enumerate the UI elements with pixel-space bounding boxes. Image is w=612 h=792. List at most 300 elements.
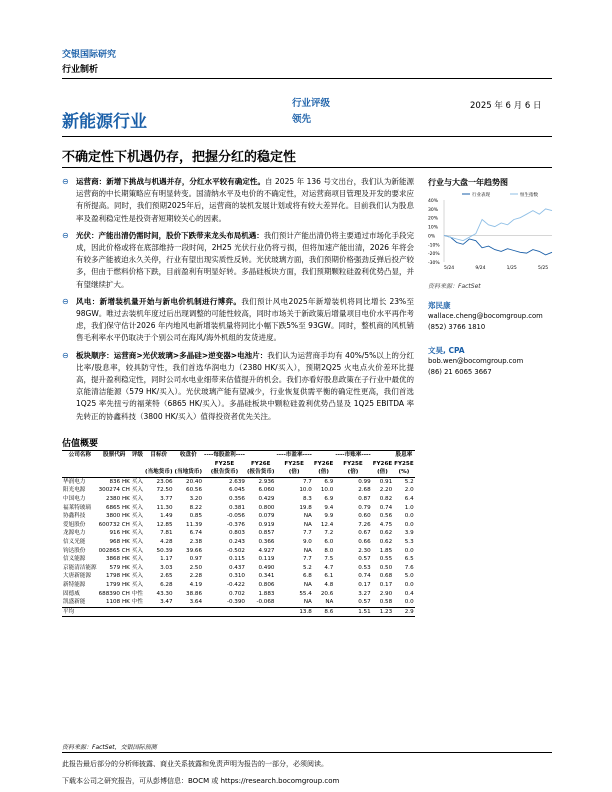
table-cell: (报告货币) — [210, 469, 239, 476]
table-cell: 6.4 — [404, 495, 414, 502]
table-cell: NA — [303, 513, 312, 520]
valuation-source: 资料来源：FactSet，交银国际预测 — [62, 744, 157, 751]
table-row — [62, 495, 415, 504]
rating-box — [292, 96, 330, 128]
y-tick-label: -20% — [428, 252, 440, 258]
summary-bullet — [62, 176, 414, 225]
trend-chart — [428, 190, 554, 278]
table-cell: 2.0 — [404, 487, 414, 494]
table-cell: 0.17 — [379, 581, 393, 588]
table-cell: 平均 — [63, 608, 75, 615]
table-cell: 6.5 — [404, 556, 414, 563]
table-cell: (当地货币) — [174, 469, 203, 476]
table-cell: 0.56 — [379, 513, 393, 520]
table-header-row — [62, 460, 415, 469]
table-cell: 0.0 — [404, 581, 414, 588]
table-cell: 1.49 — [160, 513, 173, 520]
table-cell: 11.39 — [186, 521, 203, 528]
table-cell: 0.50 — [379, 564, 393, 571]
table-cell: 7.2 — [324, 530, 334, 537]
table-cell: 3.20 — [189, 495, 203, 502]
y-tick-label: 10% — [428, 225, 439, 231]
table-cell: 阳光电源 — [63, 487, 86, 494]
table-cell — [203, 607, 246, 617]
report-date: 2025 年 6 月 6 日 — [470, 101, 542, 111]
table-cell: 38.86 — [186, 590, 203, 597]
table-cell: 3.27 — [358, 590, 371, 597]
table-cell: 华润电力 — [63, 478, 86, 485]
table-cell: 0.99 — [358, 478, 371, 485]
table-cell: (%) — [398, 469, 410, 476]
chart-source: 资料来源：FactSet — [428, 283, 481, 290]
table-cell: 收盘价 — [179, 452, 197, 458]
table-cell: 买入 — [131, 556, 144, 563]
table-cell: 2380 HK — [105, 495, 130, 502]
table-cell: 9.9 — [324, 513, 334, 520]
table-row — [62, 547, 415, 556]
table-cell: 协鑫科技 — [63, 513, 86, 520]
table-cell: 0.310 — [228, 573, 245, 580]
table-cell: 836 HK — [109, 478, 130, 485]
table-cell: 买入 — [131, 478, 144, 485]
table-cell: 钧达股份 — [63, 547, 86, 554]
table-cell: 6.9 — [324, 478, 334, 485]
bullet-icon: ⊖ — [62, 230, 69, 240]
table-cell — [98, 607, 131, 617]
bullet-body: 我们认为运营商手均有 40%/5%以上的分红比率/股息率，较具防守性，我们首选华润电力（2380 HK/买入），预期2Q25 火电点火价差环比提高，提升盈利稳定性，同时公司水电业细带来估值提升的机会。我们亦看好股息政策在子行业中最优的京能清洁能源（579 HK/买入）。光伏玻璃产能有望减少，行业恢复供需平衡的确定性更高，我们首选 1Q25 率先扭亏的福莱特（6865 HK/买入）。多晶硅板块中颗粒硅盈利优势凸显及 1Q25 EBITDA 率先转正的协鑫科技（3800 HK/买入）值得投资者优先关注。 — [76, 350, 414, 421]
y-tick-label: 20% — [428, 216, 439, 222]
table-cell: 39.66 — [186, 547, 203, 554]
table-row — [62, 521, 415, 530]
table-cell: 7.81 — [160, 530, 173, 537]
summary-bullets — [62, 176, 414, 428]
table-cell: 0.57 — [358, 599, 371, 606]
table-cell: 0.857 — [258, 530, 275, 537]
x-tick-label: 9/24 — [475, 266, 486, 271]
disclaimer-line: 此报告最后部分的分析师披露、商业关系披露和免责声明为报告的一部分，必须阅读。 — [62, 760, 328, 768]
table-cell: 916 HK — [109, 530, 130, 537]
table-cell — [98, 468, 131, 477]
table-cell: ----市账率---- — [335, 452, 371, 458]
table-cell: 凯盛新能 — [63, 599, 86, 606]
table-cell: 2.38 — [189, 538, 203, 545]
bullet-icon: ⊖ — [62, 296, 69, 306]
table-cell: 0.74 — [379, 504, 393, 511]
sector-rule — [62, 136, 552, 137]
headline: 不确定性下机遇仍存，把握分红的稳定性 — [62, 150, 297, 165]
table-cell: 20.40 — [186, 478, 203, 485]
table-cell: 买入 — [131, 581, 144, 588]
table-row — [62, 538, 415, 547]
table-cell — [144, 460, 174, 469]
analyst-name: 郑民康 — [428, 301, 451, 310]
table-row — [62, 555, 415, 564]
sector-title: 新能源行业 — [62, 112, 147, 132]
table-cell: 6.8 — [302, 573, 312, 580]
table-cell: 0.806 — [258, 581, 275, 588]
table-cell: 2.90 — [379, 590, 393, 597]
table-cell: 6.1 — [324, 573, 334, 580]
table-cell: 7.6 — [404, 564, 414, 571]
table-cell: 968 HK — [109, 538, 130, 545]
table-cell: 0.55 — [379, 556, 393, 563]
table-cell: 2.936 — [258, 478, 275, 485]
table-cell: 0.0 — [404, 599, 414, 606]
table-cell: 8.22 — [189, 504, 203, 511]
table-cell: 002865 CH — [98, 547, 130, 554]
summary-bullet — [62, 230, 414, 291]
table-cell — [62, 460, 98, 469]
table-cell: -0.502 — [226, 547, 245, 554]
table-cell: NA — [325, 599, 334, 606]
table-row — [62, 572, 415, 581]
summary-bullet — [62, 350, 414, 423]
bullet-icon: ⊖ — [62, 350, 69, 360]
table-cell: 0.437 — [228, 564, 245, 571]
table-cell: (倍) — [377, 469, 388, 476]
valuation-table — [62, 450, 415, 617]
bullet-lead: 板块顺序：运营商>光伏玻璃>多晶硅>逆变器>电池片： — [76, 350, 268, 360]
table-cell: 0.381 — [228, 504, 245, 511]
table-row — [62, 581, 415, 590]
table-cell: 4.75 — [379, 521, 393, 528]
table-cell: 50.39 — [156, 547, 173, 554]
table-cell: FY25E — [214, 460, 235, 467]
table-cell: 0.341 — [258, 573, 275, 580]
table-cell: 0.4 — [404, 590, 414, 597]
table-cell: 3.47 — [160, 599, 173, 606]
table-cell: 6.74 — [189, 530, 203, 537]
table-cell: FY26E — [313, 460, 334, 467]
table-cell: 买入 — [131, 521, 144, 528]
table-cell: 0.62 — [379, 538, 393, 545]
analyst-2 — [428, 345, 523, 378]
table-cell: 0.67 — [358, 530, 371, 537]
y-tick-label: 40% — [428, 199, 439, 204]
footer-rule — [62, 752, 552, 753]
table-cell: 2.65 — [160, 573, 173, 580]
table-cell: 10.0 — [320, 487, 334, 494]
table-cell: 7.7 — [302, 478, 312, 485]
table-cell: NA — [303, 581, 312, 588]
y-tick-label: 0% — [428, 234, 436, 240]
table-cell: 买入 — [131, 495, 144, 502]
table-cell: 2.9 — [404, 608, 414, 615]
table-cell: 23.06 — [156, 478, 173, 485]
table-row — [62, 529, 415, 538]
table-cell: 7.7 — [302, 530, 312, 537]
table-cell: 2.639 — [228, 478, 245, 485]
report-type: 行业制析 — [62, 65, 99, 75]
table-cell — [131, 607, 144, 617]
table-cell: -0.068 — [256, 599, 275, 606]
table-cell: 6.9 — [324, 495, 334, 502]
table-cell: 8.6 — [324, 608, 334, 615]
table-cell: 2.68 — [358, 487, 371, 494]
series-line-1 — [444, 209, 552, 241]
x-tick-label: 1/25 — [506, 266, 517, 271]
table-cell: 福莱特玻璃 — [63, 504, 91, 511]
table-cell: 固德威 — [63, 590, 80, 597]
table-cell: -0.422 — [226, 581, 245, 588]
bullet-body: 自 2025 年 136 号文出台，我们认为新能源运营商的中长期策略应有明显转变。国清纳水平及电价的不确定性，对运营商项目管理及开发的要求应有所提高。同时，我们预期2025年后，运营商的装机发展计划或将有较大差异化。目前我们认为股息率及盈利稳定性是投资者短期较关心的因素。 — [76, 177, 415, 223]
table-cell: 12.4 — [320, 521, 334, 528]
table-cell: 4.28 — [160, 538, 173, 545]
table-cell: 4.7 — [324, 564, 334, 571]
table-cell: 3.64 — [189, 599, 203, 606]
table-cell: 0.119 — [258, 556, 275, 563]
y-tick-label: 30% — [428, 207, 439, 213]
table-cell: 0.0 — [404, 513, 414, 520]
table-row — [62, 607, 415, 617]
table-header-row — [62, 468, 415, 477]
table-cell: 1.23 — [379, 608, 393, 615]
y-tick-label: -30% — [428, 261, 440, 266]
table-cell: 信义光能 — [63, 538, 86, 545]
table-cell: 1.883 — [258, 590, 275, 597]
table-cell: 43.30 — [156, 590, 173, 597]
table-cell: 0.803 — [228, 530, 245, 537]
table-cell: 0.429 — [258, 495, 275, 502]
table-cell — [313, 451, 334, 460]
bullet-body: 我们预计产能出清仍将主要通过市场化手段完成，因此价格或将在底部维持一段时间，2H25 光伏行业仍将亏损，但将加速产能出清，2026 年将会有较多产能被迫永久关停，行业有望出现实质性反转。光伏玻璃方面，我们预期价格强劲反弹后投产较多，但由于燃料价格下跌，目前盈利有明显好转。多晶硅板块方面，我们预期颗粒硅盈利优势凸显，并有望继续扩大。 — [76, 230, 415, 289]
table-cell: 0.82 — [379, 495, 393, 502]
analyst-email[interactable]: wallace.cheng@bocomgroup.com — [428, 312, 543, 320]
table-cell — [144, 607, 174, 617]
table-cell: 6.0 — [324, 538, 334, 545]
table-cell: 300274 CH — [98, 487, 130, 494]
table-cell: 买入 — [131, 547, 144, 554]
table-cell: -0.390 — [226, 599, 245, 606]
table-cell: 0.60 — [358, 513, 371, 520]
x-tick-label: 5/25 — [538, 266, 549, 271]
table-cell: 0.66 — [358, 538, 371, 545]
table-cell: FY25E — [284, 460, 304, 467]
series-line-0 — [444, 235, 552, 255]
table-cell: 2.28 — [189, 573, 203, 580]
table-cell: NA — [303, 521, 312, 528]
table-cell: (倍) — [288, 469, 300, 476]
table-cell — [131, 468, 144, 477]
bullet-lead: 光伏：产能出清仍需时间，股价下跌带来龙头布局机遇： — [76, 230, 264, 240]
table-cell: 0.91 — [379, 478, 393, 485]
table-cell: 12.85 — [156, 521, 173, 528]
table-cell: 0.356 — [228, 495, 245, 502]
table-cell: 5.2 — [302, 564, 312, 571]
table-cell: 7.7 — [302, 556, 312, 563]
table-cell: 9.4 — [324, 504, 334, 511]
table-cell: (倍) — [347, 469, 359, 476]
table-cell: 0.702 — [228, 590, 245, 597]
table-cell: 60.56 — [186, 487, 203, 494]
table-row — [62, 564, 415, 573]
table-cell: 2.30 — [358, 547, 371, 554]
table-cell: 3.03 — [160, 564, 173, 571]
table-cell: 7.26 — [358, 521, 371, 528]
table-cell: 龙源电力 — [63, 530, 86, 537]
table-cell: 0.74 — [358, 573, 371, 580]
x-tick-label: 5/24 — [444, 266, 455, 271]
bullet-body: 我们预计风电2025年新增装机将同比增长 23%至 98GW。唯过去装机年度过后出现调整的可能性较高，同时市场关于新政策后增量项目电价水平再作考虑，我们保守估计2026 年内地风电新增装机量将同比小幅下跌5%至 93GW。同时，整机商的风机销售毛利率水平仍取决于个别公司在海风/海外机组的发货进度。 — [76, 296, 415, 343]
brand: 交银国际研究 — [62, 50, 117, 60]
table-cell: 55.4 — [299, 590, 312, 597]
table-cell: 7.5 — [324, 556, 334, 563]
table-cell: 1.0 — [404, 504, 414, 511]
analyst-name: 文昊, CPA — [428, 346, 465, 355]
table-cell: 0.919 — [258, 521, 275, 528]
table-cell: -0.056 — [226, 513, 245, 520]
table-row — [62, 504, 415, 513]
table-cell: 1108 HK — [105, 599, 130, 606]
table-cell — [372, 451, 393, 460]
table-cell: 2.20 — [379, 487, 393, 494]
table-cell: 信义能源 — [63, 556, 86, 563]
analyst-phone: (86) 21 6065 3667 — [428, 368, 492, 376]
table-cell: 0.17 — [358, 581, 371, 588]
table-cell: 0.490 — [258, 564, 275, 571]
table-cell: 0.87 — [358, 495, 371, 502]
y-tick-label: -10% — [428, 243, 440, 249]
table-cell: ----每股盈利---- — [204, 452, 245, 458]
table-cell: 买入 — [131, 530, 144, 537]
table-row — [62, 477, 415, 486]
table-cell: 0.366 — [258, 538, 275, 545]
table-cell: -0.376 — [226, 521, 245, 528]
table-cell: 0.243 — [228, 538, 245, 545]
table-cell: 19.8 — [299, 504, 312, 511]
table-cell — [246, 607, 276, 617]
bullet-lead: 风电：新增装机量开始与新电价机制进行博弈。 — [76, 296, 242, 306]
table-cell: 买入 — [131, 564, 144, 571]
table-cell: 0.0 — [404, 547, 414, 554]
table-cell: 0.800 — [258, 504, 275, 511]
legend-label: 恒生指数 — [520, 193, 538, 198]
table-cell: 爱旭股份 — [63, 521, 86, 528]
table-cell: 6.28 — [160, 581, 173, 588]
table-cell: 目标价 — [150, 452, 168, 458]
table-cell: FY26E — [250, 460, 271, 467]
table-cell: 中性 — [131, 590, 144, 597]
download-line: 下载本公司之研究报告，可从彭博信息：BOCM 或 https://research.bocomgroup.com — [62, 777, 340, 785]
table-cell: 0.79 — [358, 504, 371, 511]
table-cell: 买入 — [131, 538, 144, 545]
table-row — [62, 486, 415, 495]
table-cell: 6.060 — [258, 487, 275, 494]
table-cell: 13.8 — [299, 608, 312, 615]
table-cell: 买入 — [131, 504, 144, 511]
table-cell: 0.58 — [379, 599, 393, 606]
table-cell — [98, 460, 131, 469]
table-cell: 1799 HK — [105, 581, 130, 588]
table-cell: 0.57 — [358, 556, 371, 563]
headline-rule — [62, 167, 552, 168]
table-cell: 20.6 — [320, 590, 334, 597]
table-cell: 新特能源 — [63, 581, 86, 588]
table-cell: 1.17 — [160, 556, 173, 563]
table-cell — [174, 607, 204, 617]
table-cell: 5.2 — [404, 478, 414, 485]
table-cell: 股息率 — [395, 452, 413, 458]
table-cell: 2.50 — [189, 564, 203, 571]
table-cell: 京能清洁能源 — [63, 564, 97, 571]
table-cell: 6.045 — [228, 487, 245, 494]
table-cell: 0.079 — [258, 513, 275, 520]
bullet-icon: ⊖ — [62, 177, 69, 186]
table-cell: 11.30 — [156, 504, 173, 511]
table-cell: 0.53 — [358, 564, 371, 571]
table-cell: 4.927 — [258, 547, 275, 554]
table-cell: 9.0 — [302, 538, 312, 545]
table-cell: (当地货币) — [145, 469, 173, 476]
table-cell: NA — [303, 547, 312, 554]
table-cell: 8.0 — [324, 547, 334, 554]
table-row — [62, 512, 415, 521]
table-cell: 5.0 — [404, 573, 414, 580]
table-cell: 0.97 — [189, 556, 203, 563]
table-cell: 3.9 — [404, 530, 414, 537]
table-cell: ----市盈率---- — [276, 452, 312, 458]
table-cell: 6865 HK — [105, 504, 130, 511]
table-cell: (倍) — [318, 469, 329, 476]
rating-value: 领先 — [292, 114, 312, 125]
table-cell: 中国电力 — [63, 495, 86, 502]
table-cell: 3.77 — [160, 495, 173, 502]
table-cell: 688390 CH — [98, 590, 130, 597]
table-cell: 公司名称 — [68, 452, 91, 458]
table-cell: 4.8 — [324, 581, 334, 588]
table-cell: 买入 — [131, 573, 144, 580]
table-cell: 4.19 — [189, 581, 203, 588]
analyst-1 — [428, 300, 543, 333]
table-header-row — [62, 451, 415, 460]
legend-label: 行业表现 — [472, 193, 490, 198]
table-cell: 72.50 — [156, 487, 173, 494]
table-cell: 0.68 — [379, 573, 393, 580]
table-cell: 0.0 — [404, 521, 414, 528]
table-cell: 1.85 — [379, 547, 393, 554]
table-cell: 评级 — [131, 452, 144, 458]
table-cell — [174, 460, 204, 469]
table-cell: 3800 HK — [105, 513, 130, 520]
valuation-title: 估值概要 — [62, 439, 99, 449]
bullet-lead: 运营商：新增下挑战与机遇并存，分红水平较有确定性。 — [76, 177, 266, 186]
table-cell: 0.85 — [189, 513, 203, 520]
table-cell: NA — [303, 599, 312, 606]
table-cell — [62, 468, 98, 477]
table-cell: 600732 CH — [98, 521, 130, 528]
table-cell: 大唐新能源 — [63, 573, 91, 580]
table-cell: 0.62 — [379, 530, 393, 537]
table-cell: FY25E — [394, 460, 414, 467]
summary-bullet — [62, 296, 414, 345]
table-row — [62, 598, 415, 607]
table-cell: FY25E — [343, 460, 363, 467]
table-row — [62, 590, 415, 599]
table-cell: 3868 HK — [105, 556, 130, 563]
table-cell: 1.51 — [358, 608, 371, 615]
table-cell: 579 HK — [109, 564, 130, 571]
table-cell: 1798 HK — [105, 573, 130, 580]
table-cell — [246, 451, 276, 460]
table-cell: 8.3 — [302, 495, 312, 502]
trend-chart-title: 行业与大盘一年趋势图 — [428, 178, 508, 187]
rating-label: 行业评级 — [292, 98, 331, 109]
table-cell: 买入 — [131, 513, 144, 520]
analyst-phone: (852) 3766 1810 — [428, 323, 486, 331]
analyst-email[interactable]: bob.wen@bocomgroup.com — [428, 357, 524, 365]
top-rule — [62, 78, 552, 79]
table-cell: (报告货币) — [246, 469, 275, 476]
